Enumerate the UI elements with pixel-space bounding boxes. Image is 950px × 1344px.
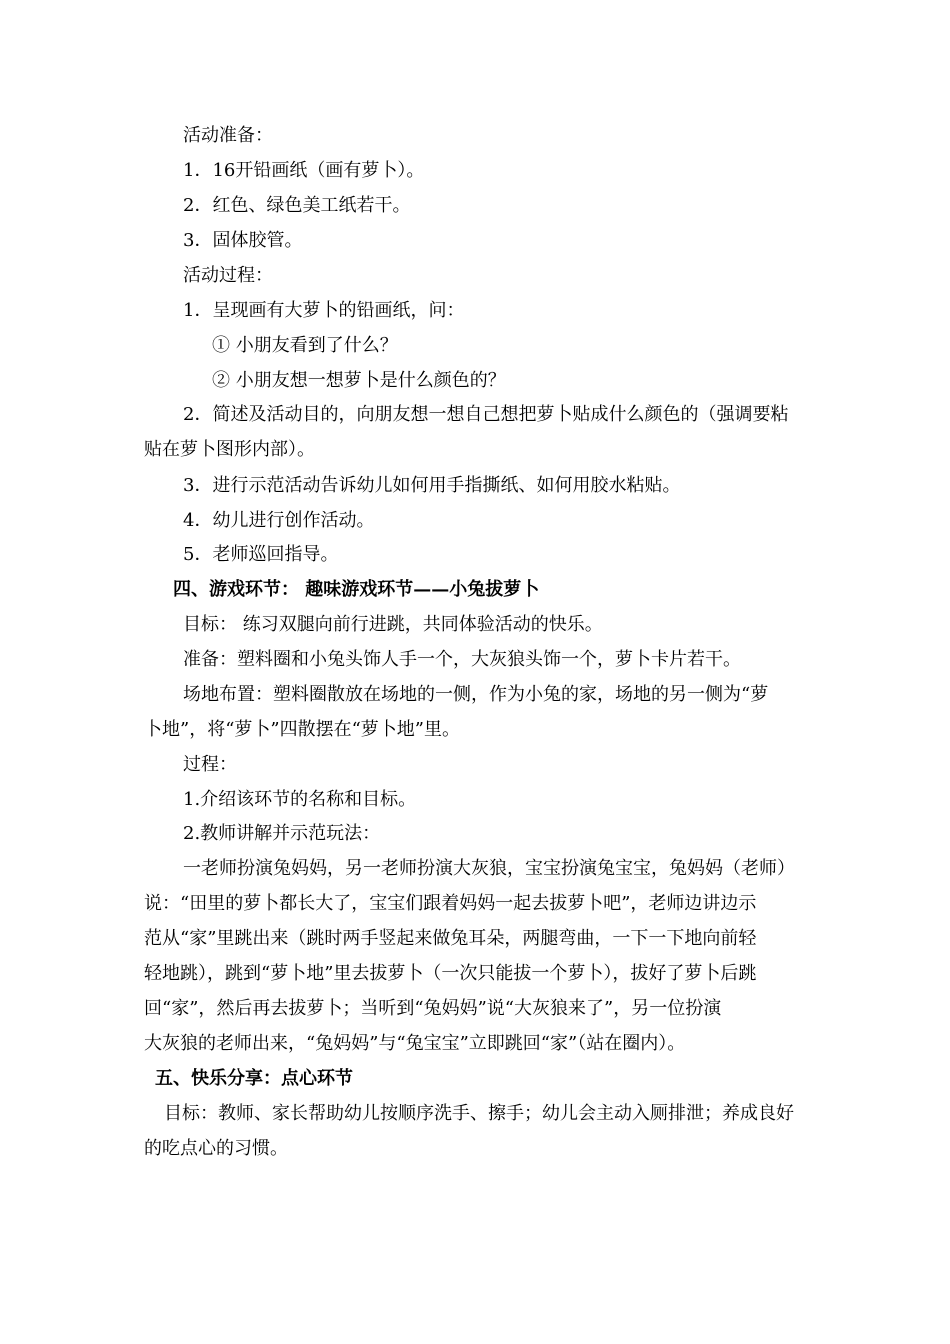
process-step-3: 3．进行示范活动告诉幼儿如何用手指撕纸、如何用胶水粘贴。 — [183, 475, 681, 496]
story-line-4: 轻地跳），跳到“萝卜地”里去拔萝卜（一次只能拔一个萝卜），拔好了萝卜后跳 — [144, 963, 757, 984]
process-step-2-line-1: 2．简述及活动目的，向朋友想一想自己想把萝卜贴成什么颜色的（强调要粘 — [183, 404, 789, 425]
section-4-process-1: 1.介绍该环节的名称和目标。 — [183, 789, 417, 810]
story-line-5: 回“家”，然后再去拔萝卜；当听到“兔妈妈”说“大灰狼来了”，另一位扮演 — [144, 998, 722, 1019]
story-line-3: 范从“家”里跳出来（跳时两手竖起来做兔耳朵，两腿弯曲，一下一下地向前轻 — [144, 928, 757, 949]
question-2: ② 小朋友想一想萝卜是什么颜色的？ — [212, 370, 506, 391]
story-line-1: 一老师扮演兔妈妈，另一老师扮演大灰狼，宝宝扮演兔宝宝，兔妈妈（老师） — [183, 858, 795, 879]
process-title: 活动过程： — [183, 265, 273, 286]
story-line-6: 大灰狼的老师出来，“兔妈妈”与“兔宝宝”立即跳回“家”（站在圈内）。 — [144, 1033, 686, 1054]
section-4-preparation: 准备：塑料圈和小兔头饰人手一个，大灰狼头饰一个，萝卜卡片若干。 — [183, 649, 741, 670]
prep-item-3: 3．固体胶管。 — [183, 230, 303, 251]
section-5-goal-line-1: 目标：教师、家长帮助幼儿按顺序洗手、擦手；幼儿会主动入厕排泄；养成良好 — [164, 1103, 794, 1124]
process-step-1: 1．呈现画有大萝卜的铅画纸，问： — [183, 300, 465, 321]
process-step-4: 4．幼儿进行创作活动。 — [183, 510, 375, 531]
process-step-5: 5．老师巡回指导。 — [183, 544, 339, 565]
section-5-goal-line-2: 的吃点心的习惯。 — [144, 1138, 288, 1159]
prep-item-1: 1．16开铅画纸（画有萝卜）。 — [183, 160, 425, 181]
section-4-process-title: 过程： — [183, 754, 237, 775]
venue-line-1: 场地布置：塑料圈散放在场地的一侧，作为小兔的家，场地的另一侧为“萝 — [183, 684, 769, 705]
section-4-process-2: 2.教师讲解并示范玩法： — [183, 823, 381, 844]
story-line-2: 说：“田里的萝卜都长大了，宝宝们跟着妈妈一起去拔萝卜吧”，老师边讲边示 — [144, 893, 757, 914]
question-1: ① 小朋友看到了什么？ — [212, 335, 398, 356]
process-step-2-line-2: 贴在萝卜图形内部）。 — [144, 439, 315, 460]
section-4-heading: 四、游戏环节： 趣味游戏环节——小兔拔萝卜 — [173, 579, 540, 600]
prep-title: 活动准备： — [183, 125, 273, 146]
section-4-goal: 目标： 练习双腿向前行进跳，共同体验活动的快乐。 — [183, 614, 603, 635]
venue-line-2: 卜地”，将“萝卜”四散摆在“萝卜地”里。 — [144, 719, 461, 740]
section-5-heading: 五、快乐分享：点心环节 — [155, 1068, 353, 1089]
prep-item-2: 2．红色、绿色美工纸若干。 — [183, 195, 411, 216]
